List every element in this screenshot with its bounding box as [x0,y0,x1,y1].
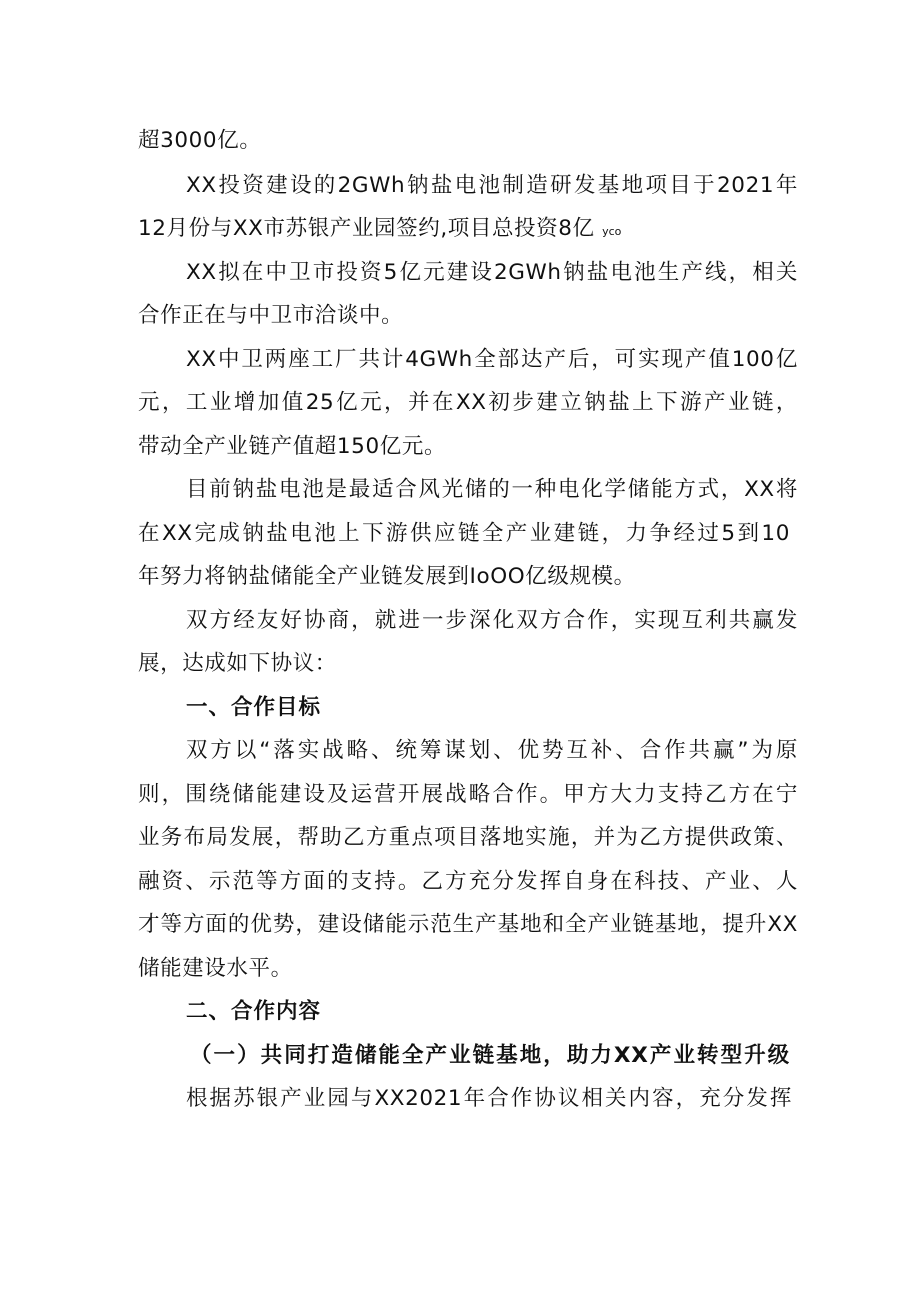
text-line: 双方以“落实战略、统筹谋划、优势互补、合作共赢”为原 [186,738,798,763]
text-line [138,210,798,248]
text-line: XX中卫两座工厂共计4GWh全部达产后，可实现产值100亿 [186,347,798,372]
section-heading: 一、合作目标 [186,695,322,720]
text-line: 元，工业增加值25亿元，并在XX初步建立钠盐上下游产业链， [138,390,798,415]
text-line: 展，达成如下协议： [138,651,337,676]
stray-mark: yco [602,225,622,238]
section-heading: 二、合作内容 [186,999,322,1024]
text-line: XX投资建设的2GWh钠盐电池制造研发基地项目于2021年 [186,173,798,198]
text-line: 目前钠盐电池是最适合风光储的一种电化学储能方式，XX将 [186,477,798,502]
text-line: 业务布局发展，帮助乙方重点项目落地实施，并为乙方提供政策、 [138,825,798,850]
text-line: 则，围绕储能建设及运营开展战略合作。甲方大力支持乙方在宁 [138,782,798,807]
text-line: 才等方面的优势，建设储能示范生产基地和全产业链基地，提升XX [138,912,798,937]
text-line: 融资、示范等方面的支持。乙方充分发挥自身在科技、产业、人 [138,869,798,894]
text-segment: 12月份与XX市苏银产业园签约,项目总投资8亿 [138,216,595,241]
text-line: 带动全产业链产值超150亿元。 [138,434,447,459]
subsection-heading: （一）共同打造储能全产业链基地，助力XX产业转型升级 [190,1043,790,1068]
text-line: 合作正在与中卫市洽谈中。 [138,303,404,328]
text-line: 在XX完成钠盐电池上下游供应链全产业建链，力争经过5到10 [138,521,790,546]
text-line: 超3000亿。 [138,128,262,153]
text-line: 储能建设水平。 [138,956,293,981]
text-line: 年努力将钠盐储能全产业链发展到IoOO亿级规模。 [138,564,636,589]
text-line: XX拟在中卫市投资5亿元建设2GWh钠盐电池生产线，相关 [186,260,798,285]
text-line: 双方经友好协商，就进一步深化双方合作，实现互利共赢发 [186,608,798,633]
text-line: 根据苏银产业园与XX2021年合作协议相关内容，充分发挥 [186,1086,792,1111]
